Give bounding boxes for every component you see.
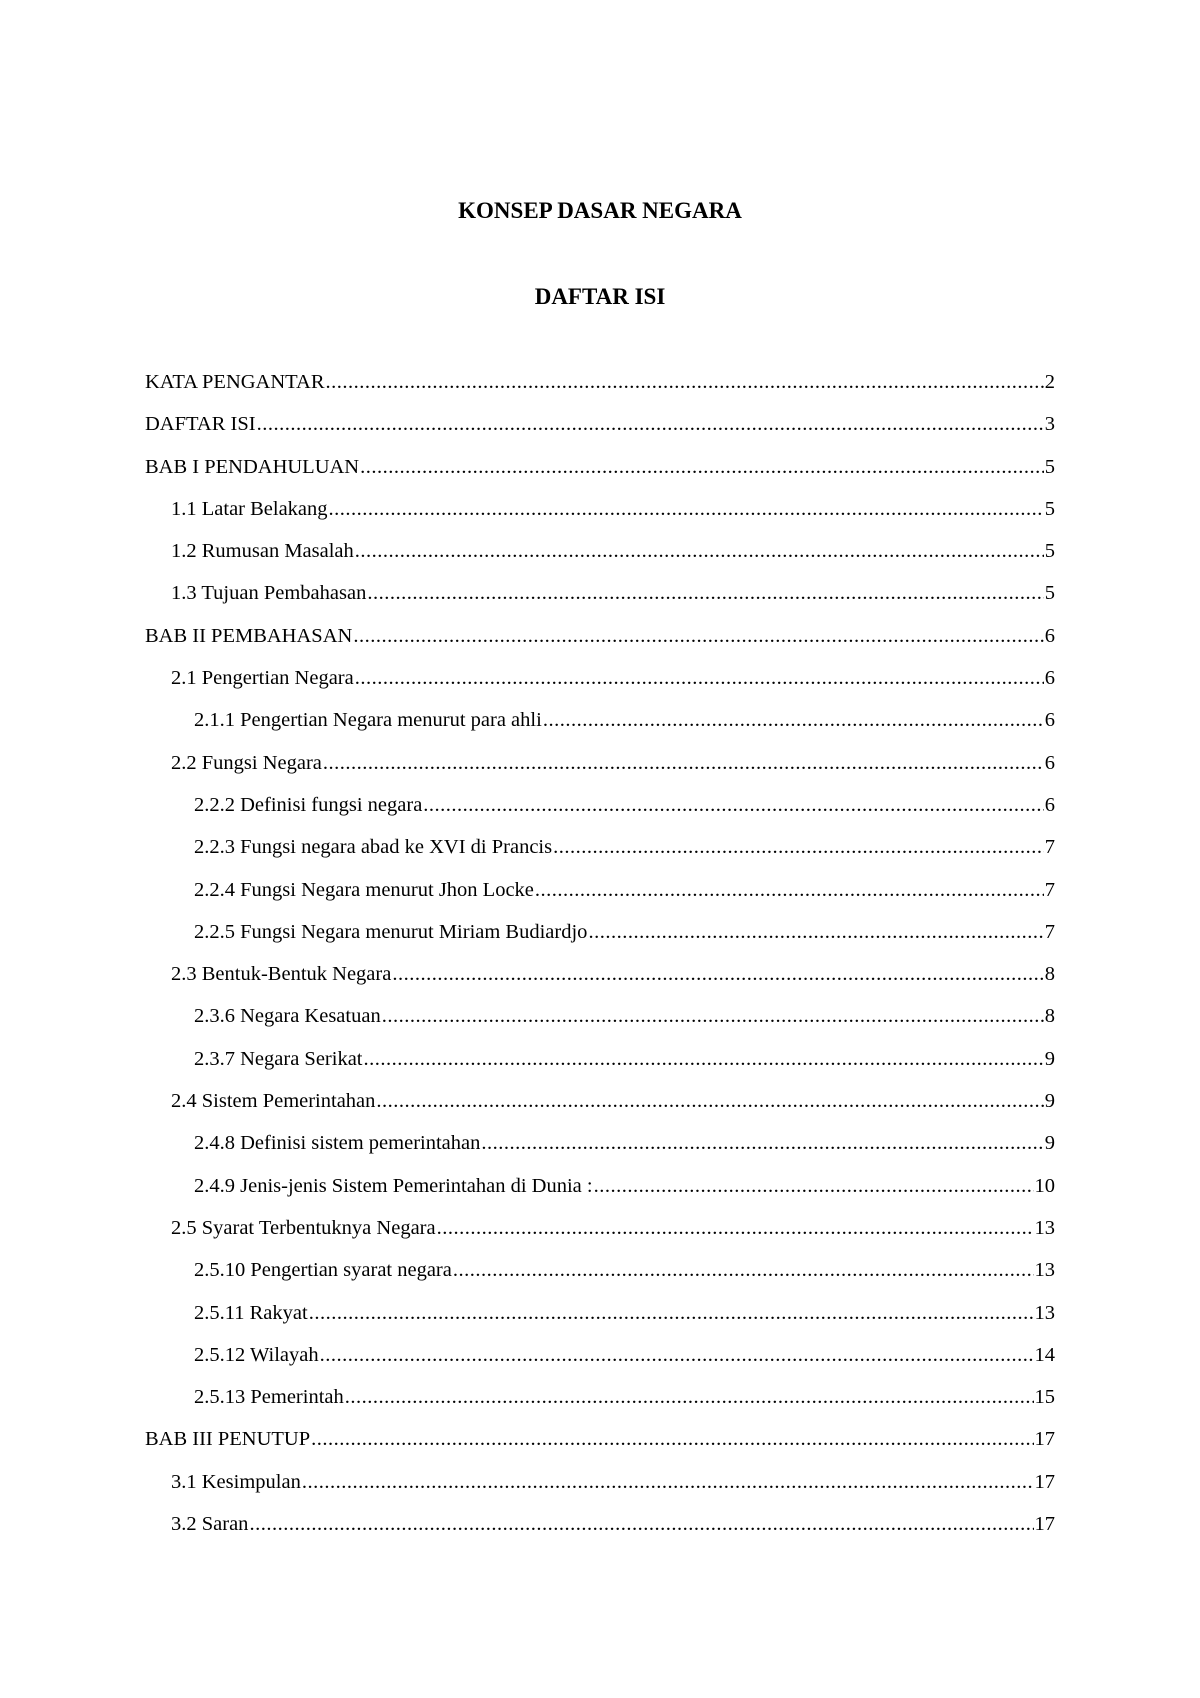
toc-entry-page-number: 7 xyxy=(1044,920,1055,943)
toc-entry-page-number: 13 xyxy=(1034,1216,1055,1239)
toc-entry-label: 2.4 Sistem Pemerintahan xyxy=(171,1090,376,1113)
toc-entry[interactable] xyxy=(145,1173,1055,1215)
toc-entry-label: 2.3 Bentuk-Bentuk Negara xyxy=(171,963,392,986)
toc-entry-page-number: 5 xyxy=(1044,540,1055,563)
toc-entry-page-number: 17 xyxy=(1034,1513,1055,1536)
toc-dot-leader xyxy=(423,792,1043,818)
toc-entry[interactable] xyxy=(145,1088,1055,1130)
toc-dot-leader xyxy=(302,1469,1034,1495)
toc-dot-leader xyxy=(553,834,1044,860)
toc-entry-label: 3.1 Kesimpulan xyxy=(171,1470,301,1493)
toc-entry-label: 2.5.11 Rakyat xyxy=(194,1301,308,1324)
toc-dot-leader xyxy=(311,1426,1033,1452)
toc-entry-label: 2.4.8 Definisi sistem pemerintahan xyxy=(194,1132,481,1155)
toc-entry[interactable] xyxy=(145,1469,1055,1511)
toc-entry[interactable] xyxy=(145,1342,1055,1384)
toc-dot-leader xyxy=(453,1257,1034,1283)
toc-entry-label: 1.1 Latar Belakang xyxy=(171,497,328,520)
toc-entry[interactable] xyxy=(145,919,1055,961)
toc-entry[interactable] xyxy=(145,1511,1055,1553)
toc-entry-label: 1.2 Rumusan Masalah xyxy=(171,540,354,563)
toc-entry-page-number: 7 xyxy=(1044,878,1055,901)
toc-dot-leader xyxy=(329,496,1044,522)
toc-entry[interactable] xyxy=(145,834,1055,876)
toc-entry-label: BAB I PENDAHULUAN xyxy=(145,455,360,478)
toc-entry[interactable] xyxy=(145,538,1055,580)
toc-entry-page-number: 15 xyxy=(1034,1386,1055,1409)
toc-entry[interactable] xyxy=(145,1046,1055,1088)
toc-entry-page-number: 8 xyxy=(1044,963,1055,986)
toc-entry-label: BAB III PENUTUP xyxy=(145,1428,311,1451)
toc-dot-leader xyxy=(376,1088,1043,1114)
toc-entry-label: 2.5 Syarat Terbentuknya Negara xyxy=(171,1216,436,1239)
toc-dot-leader xyxy=(481,1130,1043,1156)
toc-dot-leader xyxy=(367,580,1043,606)
toc-entry-page-number: 3 xyxy=(1044,413,1055,436)
toc-dot-leader xyxy=(437,1215,1034,1241)
toc-dot-leader xyxy=(588,919,1043,945)
toc-entry-page-number: 9 xyxy=(1044,1047,1055,1070)
toc-entry-page-number: 9 xyxy=(1044,1090,1055,1113)
toc-entry-page-number: 6 xyxy=(1044,751,1055,774)
toc-entry-label: 2.1 Pengertian Negara xyxy=(171,667,354,690)
toc-dot-leader xyxy=(392,961,1043,987)
toc-entry-page-number: 10 xyxy=(1034,1174,1055,1197)
toc-entry-label: 2.2 Fungsi Negara xyxy=(171,751,322,774)
toc-entry-label: KATA PENGANTAR xyxy=(145,371,325,393)
toc-entry-label: 2.2.3 Fungsi negara abad ke XVI di Prancis xyxy=(194,836,553,859)
toc-entry-page-number: 5 xyxy=(1044,455,1055,478)
toc-entry[interactable] xyxy=(145,1215,1055,1257)
toc-entry-page-number: 6 xyxy=(1044,667,1055,690)
toc-entry[interactable] xyxy=(145,1300,1055,1342)
toc-entry-label: 2.5.12 Wilayah xyxy=(194,1343,319,1366)
toc-entry-label: 2.3.6 Negara Kesatuan xyxy=(194,1005,381,1028)
toc-entry-label: BAB II PEMBAHASAN xyxy=(145,624,353,647)
toc-dot-leader xyxy=(355,538,1044,564)
toc-entry-page-number: 6 xyxy=(1044,624,1055,647)
toc-entry-label: 2.1.1 Pengertian Negara menurut para ahli xyxy=(194,709,542,732)
toc-dot-leader xyxy=(257,411,1044,437)
toc-entry-page-number: 5 xyxy=(1044,497,1055,520)
toc-entry[interactable] xyxy=(145,1130,1055,1172)
toc-entry-label: 2.2.2 Definisi fungsi negara xyxy=(194,793,423,816)
toc-entry-page-number: 7 xyxy=(1044,836,1055,859)
toc-entry-label: 2.5.13 Pemerintah xyxy=(194,1386,344,1409)
toc-entry[interactable] xyxy=(145,454,1055,496)
toc-entry-label: DAFTAR ISI xyxy=(145,413,256,436)
toc-dot-leader xyxy=(594,1173,1034,1199)
toc-entry[interactable] xyxy=(145,750,1055,792)
toc-entry[interactable] xyxy=(145,1384,1055,1426)
toc-entry-page-number: 14 xyxy=(1034,1343,1055,1366)
toc-entry-page-number: 17 xyxy=(1034,1428,1055,1451)
toc-heading: DAFTAR ISI xyxy=(534,284,666,309)
toc-dot-leader xyxy=(382,1003,1044,1029)
toc-entry[interactable] xyxy=(145,707,1055,749)
toc-dot-leader xyxy=(364,1046,1044,1072)
toc-entry[interactable] xyxy=(145,961,1055,1003)
toc-entry-label: 2.2.5 Fungsi Negara menurut Miriam Budiardjo xyxy=(194,920,588,943)
toc-dot-leader xyxy=(309,1300,1034,1326)
toc-entry-label: 3.2 Saran xyxy=(171,1513,249,1536)
toc-dot-leader xyxy=(326,369,1044,395)
document-title: KONSEP DASAR NEGARA xyxy=(458,198,742,223)
toc-entry-page-number: 8 xyxy=(1044,1005,1055,1028)
toc-entry[interactable] xyxy=(145,792,1055,834)
toc-entry-label: 1.3 Tujuan Pembahasan xyxy=(171,582,367,605)
toc-dot-leader xyxy=(535,877,1044,903)
toc-dot-leader xyxy=(355,665,1044,691)
toc-dot-leader xyxy=(353,623,1043,649)
toc-entry-page-number: 2 xyxy=(1044,371,1055,393)
toc-entry-page-number: 13 xyxy=(1034,1301,1055,1324)
toc-entry[interactable] xyxy=(145,580,1055,622)
toc-entry-label: 2.2.4 Fungsi Negara menurut Jhon Locke xyxy=(194,878,534,901)
toc-entry[interactable] xyxy=(145,665,1055,707)
toc-entry-label: 2.4.9 Jenis-jenis Sistem Pemerintahan di Dunia : xyxy=(194,1174,593,1197)
toc-entry[interactable] xyxy=(145,877,1055,919)
toc-entry[interactable] xyxy=(145,369,1055,411)
toc-entry-page-number: 6 xyxy=(1044,709,1055,732)
toc-entry-page-number: 5 xyxy=(1044,582,1055,605)
toc-entry-page-number: 9 xyxy=(1044,1132,1055,1155)
toc-dot-leader xyxy=(249,1511,1033,1537)
toc-entry-label: 2.3.7 Negara Serikat xyxy=(194,1047,363,1070)
toc-entry[interactable] xyxy=(145,623,1055,665)
toc-entry-page-number: 13 xyxy=(1034,1259,1055,1282)
toc-dot-leader xyxy=(543,707,1044,733)
toc-entry-page-number: 17 xyxy=(1034,1470,1055,1493)
toc-entry-label: 2.5.10 Pengertian syarat negara xyxy=(194,1259,452,1282)
toc-dot-leader xyxy=(360,454,1044,480)
table-of-contents xyxy=(145,369,1055,1553)
toc-dot-leader xyxy=(320,1342,1034,1368)
toc-entry-page-number: 6 xyxy=(1044,793,1055,816)
toc-dot-leader xyxy=(323,750,1044,776)
toc-dot-leader xyxy=(345,1384,1034,1410)
toc-entry[interactable] xyxy=(145,1426,1055,1468)
toc-entry[interactable] xyxy=(145,1257,1055,1299)
toc-entry[interactable] xyxy=(145,411,1055,453)
toc-entry[interactable] xyxy=(145,496,1055,538)
toc-entry[interactable] xyxy=(145,1003,1055,1045)
